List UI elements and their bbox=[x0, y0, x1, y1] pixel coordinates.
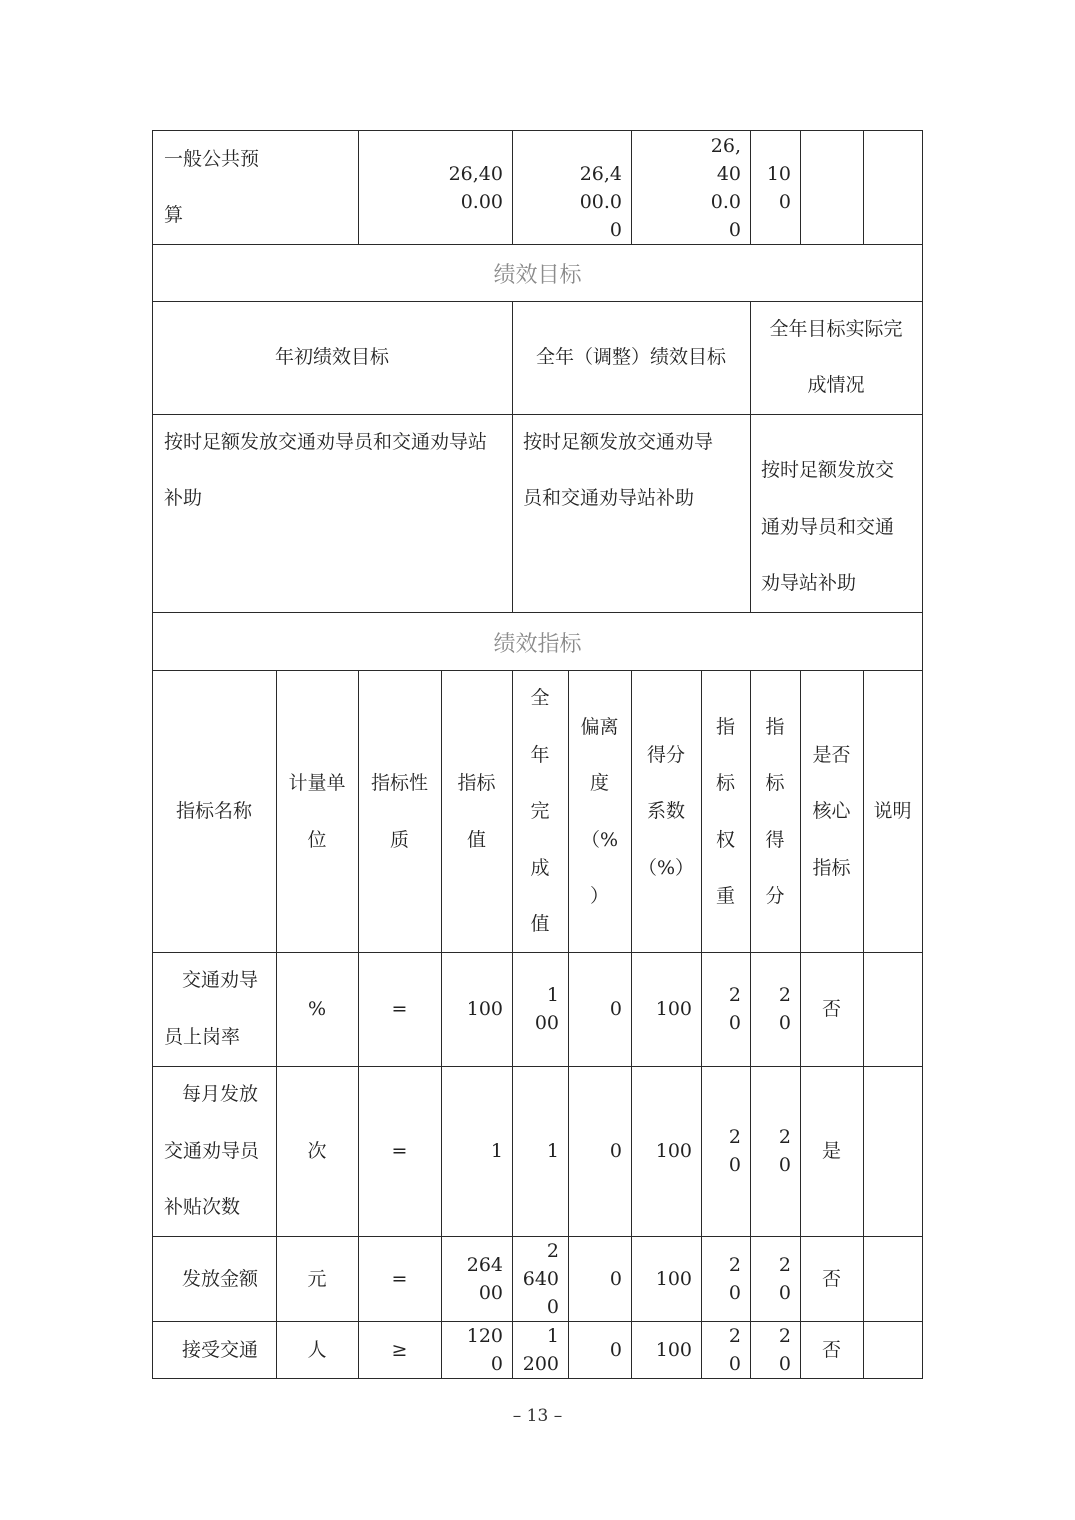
budget-value: 0 bbox=[609, 219, 622, 241]
row-value: 1 bbox=[490, 1140, 503, 1162]
col-header-weight: 指 bbox=[715, 716, 735, 738]
col-header-unit: 计量单 bbox=[288, 772, 346, 794]
row-value: 100 bbox=[466, 998, 503, 1020]
row-deviation: 0 bbox=[609, 1339, 622, 1361]
rule bbox=[152, 612, 923, 613]
row-value: 264 bbox=[466, 1254, 503, 1276]
row-score: 0 bbox=[778, 1012, 791, 1034]
rule bbox=[863, 130, 864, 244]
row-name: 交通劝导 bbox=[182, 969, 259, 991]
row-core: 是 bbox=[821, 1140, 841, 1162]
col-header-note: 说明 bbox=[873, 800, 912, 822]
col-header-annual: 年 bbox=[530, 744, 550, 766]
row-weight: 2 bbox=[728, 1126, 741, 1148]
col-header-score: 得 bbox=[765, 829, 785, 851]
budget-value: 26, bbox=[710, 135, 741, 157]
col-header-annual: 全 bbox=[530, 687, 550, 709]
col-header-annual: 成 bbox=[530, 857, 550, 879]
col-header-weight: 重 bbox=[715, 885, 735, 907]
col-header-name: 指标名称 bbox=[175, 800, 252, 822]
rule bbox=[152, 1066, 923, 1067]
row-weight: 0 bbox=[728, 1282, 741, 1304]
row-score: 2 bbox=[778, 1254, 791, 1276]
budget-value: 26,4 bbox=[579, 163, 622, 185]
row-name: 补贴次数 bbox=[164, 1196, 241, 1218]
budget-source-label: 算 bbox=[164, 204, 184, 226]
budget-source-label: 一般公共预 bbox=[164, 148, 260, 170]
budget-rate: 10 bbox=[766, 163, 791, 185]
row-score: 0 bbox=[778, 1353, 791, 1375]
col-header-core: 核心 bbox=[812, 800, 851, 822]
col-header-value: 指标 bbox=[457, 772, 496, 794]
row-nature: ≥ bbox=[391, 1339, 408, 1361]
row-coef: 100 bbox=[655, 998, 692, 1020]
row-coef: 100 bbox=[655, 1140, 692, 1162]
section-title-indicators: 绩效指标 bbox=[493, 632, 582, 657]
row-annual: 1 bbox=[546, 1325, 559, 1347]
col-header-value: 值 bbox=[466, 829, 486, 851]
budget-rate: 0 bbox=[778, 191, 791, 213]
row-name: 接受交通 bbox=[182, 1339, 259, 1361]
initial-goal-text: 补助 bbox=[164, 487, 203, 509]
adjusted-goal-text: 员和交通劝导站补助 bbox=[523, 487, 695, 509]
header-actual-completion: 全年目标实际完 bbox=[769, 318, 903, 340]
budget-value: 40 bbox=[716, 163, 741, 185]
col-header-deviation: 偏离 bbox=[580, 716, 619, 738]
col-header-weight: 标 bbox=[715, 772, 735, 794]
rule bbox=[800, 130, 801, 244]
col-header-weight: 权 bbox=[715, 829, 735, 851]
budget-value: 26,40 bbox=[448, 163, 503, 185]
row-annual: 640 bbox=[522, 1268, 559, 1290]
row-annual: 00 bbox=[534, 1012, 559, 1034]
adjusted-goal-text: 按时足额发放交通劝导 bbox=[523, 431, 714, 453]
row-deviation: 0 bbox=[609, 998, 622, 1020]
col-header-score: 指 bbox=[765, 716, 785, 738]
row-coef: 100 bbox=[655, 1268, 692, 1290]
rule bbox=[152, 952, 923, 953]
col-header-score: 标 bbox=[765, 772, 785, 794]
row-nature: = bbox=[391, 998, 408, 1020]
row-value: 120 bbox=[466, 1325, 503, 1347]
col-header-score: 分 bbox=[765, 885, 785, 907]
col-header-score-coef: （%） bbox=[637, 857, 695, 879]
col-header-annual: 完 bbox=[530, 800, 550, 822]
row-name: 交通劝导员 bbox=[164, 1140, 260, 1162]
col-header-core: 指标 bbox=[812, 857, 851, 879]
row-weight: 2 bbox=[728, 1325, 741, 1347]
row-coef: 100 bbox=[655, 1339, 692, 1361]
col-header-deviation: 度 bbox=[589, 772, 609, 794]
row-annual: 0 bbox=[546, 1296, 559, 1318]
performance-table bbox=[152, 130, 923, 1379]
rule bbox=[863, 670, 864, 1379]
rule bbox=[152, 244, 923, 245]
row-annual: 2 bbox=[546, 1240, 559, 1262]
rule bbox=[152, 130, 153, 1379]
row-unit: % bbox=[307, 998, 327, 1020]
rule bbox=[152, 414, 923, 415]
col-header-deviation: ） bbox=[589, 885, 609, 907]
row-weight: 2 bbox=[728, 984, 741, 1006]
row-weight: 0 bbox=[728, 1012, 741, 1034]
row-annual: 200 bbox=[522, 1353, 559, 1375]
row-name: 发放金额 bbox=[182, 1268, 259, 1290]
budget-value: 00.0 bbox=[579, 191, 622, 213]
row-unit: 人 bbox=[307, 1339, 327, 1361]
row-weight: 0 bbox=[728, 1154, 741, 1176]
rule bbox=[152, 1378, 923, 1379]
col-header-core: 是否 bbox=[812, 744, 851, 766]
col-header-nature: 质 bbox=[389, 829, 409, 851]
row-weight: 0 bbox=[728, 1353, 741, 1375]
row-core: 否 bbox=[821, 998, 841, 1020]
row-value: 00 bbox=[478, 1282, 503, 1304]
col-header-deviation: （% bbox=[580, 829, 619, 851]
col-header-score-coef: 系数 bbox=[646, 800, 685, 822]
header-initial-goal: 年初绩效目标 bbox=[274, 346, 389, 368]
row-unit: 次 bbox=[307, 1140, 327, 1162]
col-header-unit: 位 bbox=[307, 829, 327, 851]
row-value: 0 bbox=[490, 1353, 503, 1375]
col-header-nature: 指标性 bbox=[370, 772, 428, 794]
col-header-score-coef: 得分 bbox=[646, 744, 685, 766]
row-annual: 1 bbox=[546, 984, 559, 1006]
budget-value: 0.0 bbox=[710, 191, 741, 213]
row-name: 员上岗率 bbox=[164, 1026, 241, 1048]
actual-completion-text: 通劝导员和交通 bbox=[761, 516, 895, 538]
rule bbox=[922, 130, 923, 1379]
row-score: 0 bbox=[778, 1282, 791, 1304]
row-score: 0 bbox=[778, 1154, 791, 1176]
col-header-annual: 值 bbox=[530, 913, 550, 935]
rule bbox=[750, 301, 751, 612]
row-deviation: 0 bbox=[609, 1268, 622, 1290]
row-score: 2 bbox=[778, 984, 791, 1006]
row-score: 2 bbox=[778, 1325, 791, 1347]
page-number: – 13 – bbox=[512, 1406, 563, 1426]
row-core: 否 bbox=[821, 1339, 841, 1361]
initial-goal-text: 按时足额发放交通劝导员和交通劝导站 bbox=[164, 431, 488, 453]
row-deviation: 0 bbox=[609, 1140, 622, 1162]
row-annual: 1 bbox=[546, 1140, 559, 1162]
row-unit: 元 bbox=[307, 1268, 327, 1290]
row-name: 每月发放 bbox=[182, 1083, 259, 1105]
actual-completion-text: 劝导站补助 bbox=[761, 572, 857, 594]
header-actual-completion: 成情况 bbox=[807, 374, 865, 396]
row-core: 否 bbox=[821, 1268, 841, 1290]
actual-completion-text: 按时足额发放交 bbox=[761, 459, 895, 481]
budget-value: 0 bbox=[728, 219, 741, 241]
rule bbox=[152, 130, 923, 131]
row-nature: = bbox=[391, 1140, 408, 1162]
row-weight: 2 bbox=[728, 1254, 741, 1276]
rule bbox=[152, 670, 923, 671]
row-score: 2 bbox=[778, 1126, 791, 1148]
section-title-goals: 绩效目标 bbox=[493, 263, 582, 288]
header-adjusted-goal: 全年（调整）绩效目标 bbox=[535, 346, 726, 368]
budget-value: 0.00 bbox=[460, 191, 503, 213]
row-nature: = bbox=[391, 1268, 408, 1290]
rule bbox=[152, 301, 923, 302]
